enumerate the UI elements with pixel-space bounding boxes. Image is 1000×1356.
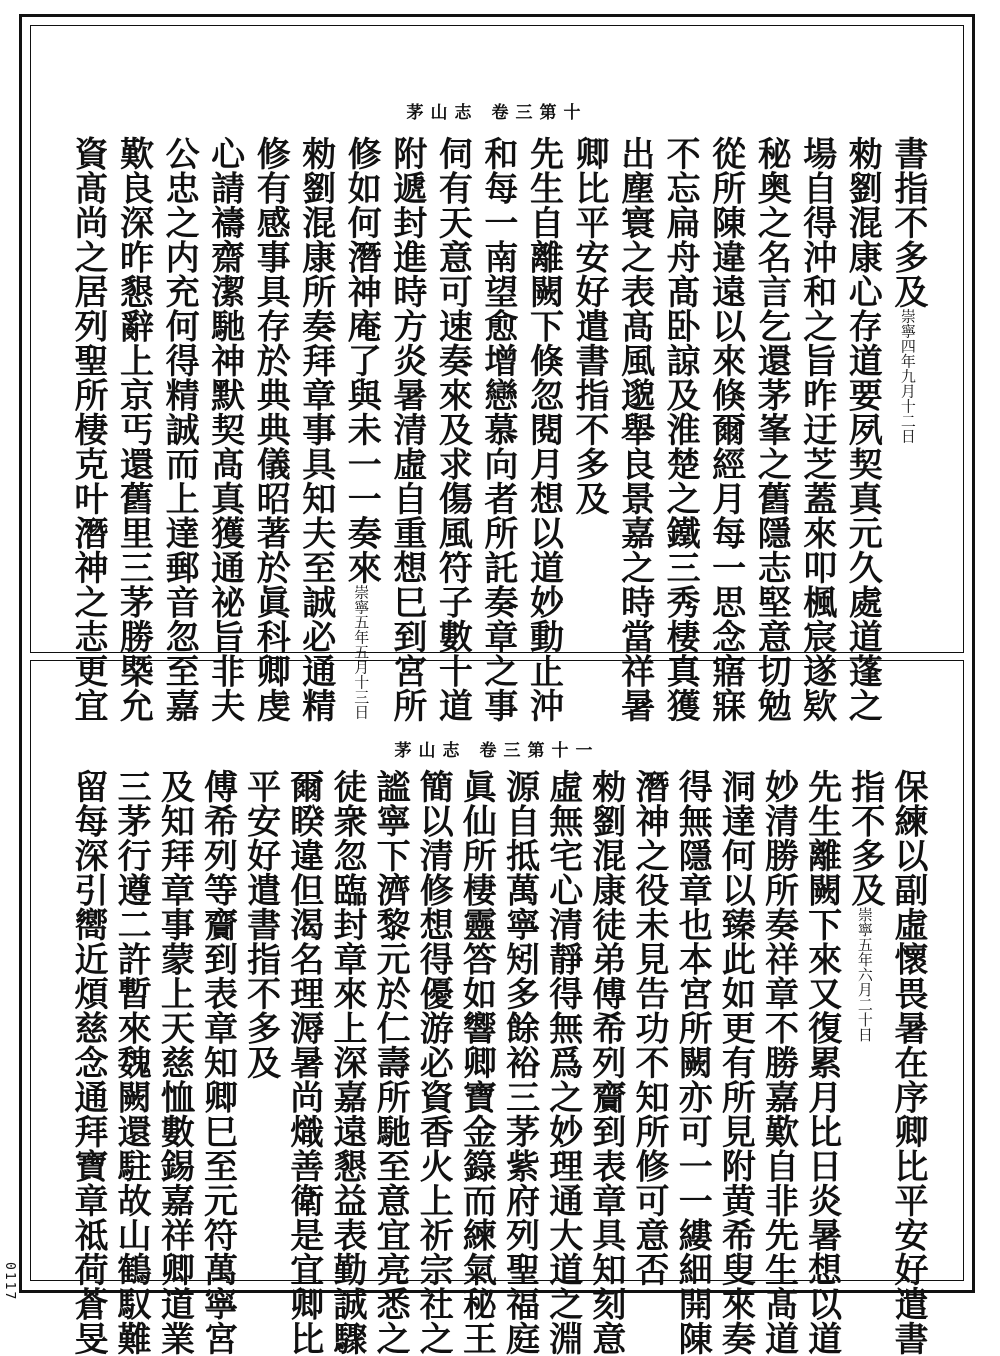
text-column: 修如何潛神庵了與未一一奏來崇寧五年五月十三日 <box>341 136 382 720</box>
bottom-panel <box>30 660 964 1356</box>
text-column: 公忠之内充何得精誠而上達郵音忽至嘉 <box>159 136 200 723</box>
top-panel <box>30 25 964 723</box>
text-column: 和每一南望愈增戀慕向者所託奏章之事 <box>477 136 518 723</box>
text-column: 及知拜章事蒙上天慈恤數錫嘉祥卿道業 <box>154 769 195 1356</box>
text-column: 傅希列等齎到表章知卿巳至元符萬寧宮 <box>197 769 238 1356</box>
text-column: 洞達何以臻此如更有所見附黄希叟來奏 <box>715 769 756 1356</box>
text-column: 三茅行遵二許暫來魏闕還駐故山鶴馭難 <box>111 769 152 1356</box>
text-column: 歎良深昨懇辭上京丐還舊里三茅勝槩允 <box>113 136 154 723</box>
running-header: 茅山志 卷三第十 <box>406 103 588 123</box>
date-note: 崇寧五年六月二十日 <box>855 907 874 1042</box>
text-column: 卿比平安好遣書指不多及 <box>569 136 610 516</box>
text-column: 修有感事具存於典典儀昭著於眞科卿虔 <box>250 136 291 723</box>
text-column: 場自得沖和之旨昨迂芝蓋來叩楓宸遂欵 <box>796 136 837 723</box>
text-column: 從所陳違遠以來倏爾經月每一思念寤寐 <box>705 136 746 723</box>
text-column: 先生離闕下來又復累月比日炎暑想以道 <box>801 769 842 1356</box>
text-column: 平安好遣書指不多及 <box>240 769 281 1080</box>
text-column: 秘奥之名言乞還茅峯之舊隱志堅意切勉 <box>751 136 792 723</box>
text-column: 潛神之役未見告功不知所修可意否 <box>629 769 670 1287</box>
text-column: 留每深引嚮近煩慈念通拜寶章祗荷蒼旻 <box>68 769 108 1356</box>
text-column: 源自抵萬寧矧多餘裕三茅紫府列聖福庭 <box>499 769 540 1356</box>
text-column: 不忘扁舟髙卧諒及淮楚之鐵三秀棲真獲 <box>660 136 701 723</box>
text-column: 謐寧下濟黎元於仁壽所馳至意宜亮悉之 <box>370 769 411 1356</box>
text-column: 眞仙所棲靈答如響卿寶金籙而練氣秘王 <box>456 769 497 1356</box>
text-column: 保練以副虛懷畏暑在序卿比平安好遣書 <box>887 769 928 1356</box>
page-number: 0117 <box>2 1261 17 1301</box>
text-column: 得無隱章也本宮所闕亦可一一縷細開陳 <box>672 769 713 1356</box>
text-column: 出塵寰之表髙風邈舉良景嘉之時當祥暑 <box>614 136 655 723</box>
text-column: 爾睽違但渴名理溽暑尚熾善衛是宜卿比 <box>283 769 324 1356</box>
text-column: 勑劉混康所奏拜章事具知夫至誠必通精 <box>295 136 336 723</box>
text-column: 勑劉混康心存道要夙契真元久處道蓬之 <box>842 136 883 723</box>
text-column: 徒衆忽臨封章來上深嘉遠懇益表勤誠驟 <box>326 769 367 1356</box>
text-column: 簡以清修想得優游必資香火上祈宗社之 <box>413 769 454 1356</box>
text-column: 心請禱齋潔馳神默契髙真獲通祕旨非夫 <box>204 136 245 723</box>
text-column: 書指不多及崇寧四年九月十二日 <box>887 136 928 444</box>
date-note: 崇寧五年五月十三日 <box>352 584 371 720</box>
text-column: 資髙尚之居列聖所棲克叶潛神之志更宜 <box>68 136 108 723</box>
text-columns <box>68 136 928 723</box>
text-column: 先生自離闕下倏忽閱月想以道妙動止沖 <box>523 136 564 723</box>
page-frame <box>19 14 975 1356</box>
text-column: 指不多及崇寧五年六月二十日 <box>844 769 885 1042</box>
text-column: 勑劉混康徒弟傅希列齎到表章具知刻意 <box>585 769 626 1356</box>
text-columns <box>68 769 928 1356</box>
text-column: 伺有天意可速奏來及求傷風符子數十道 <box>432 136 473 723</box>
running-header: 茅山志 卷三第十一 <box>394 741 600 761</box>
text-column: 妙清勝所奏祥章不勝嘉歎自非先生髙道 <box>758 769 799 1356</box>
text-column: 虛無宅心清靜得無爲之妙理通大道之淵 <box>542 769 583 1356</box>
text-column: 附遞封進時方炎暑清虛自重想巳到宮所 <box>386 136 427 723</box>
date-note: 崇寧四年九月十二日 <box>898 308 917 444</box>
